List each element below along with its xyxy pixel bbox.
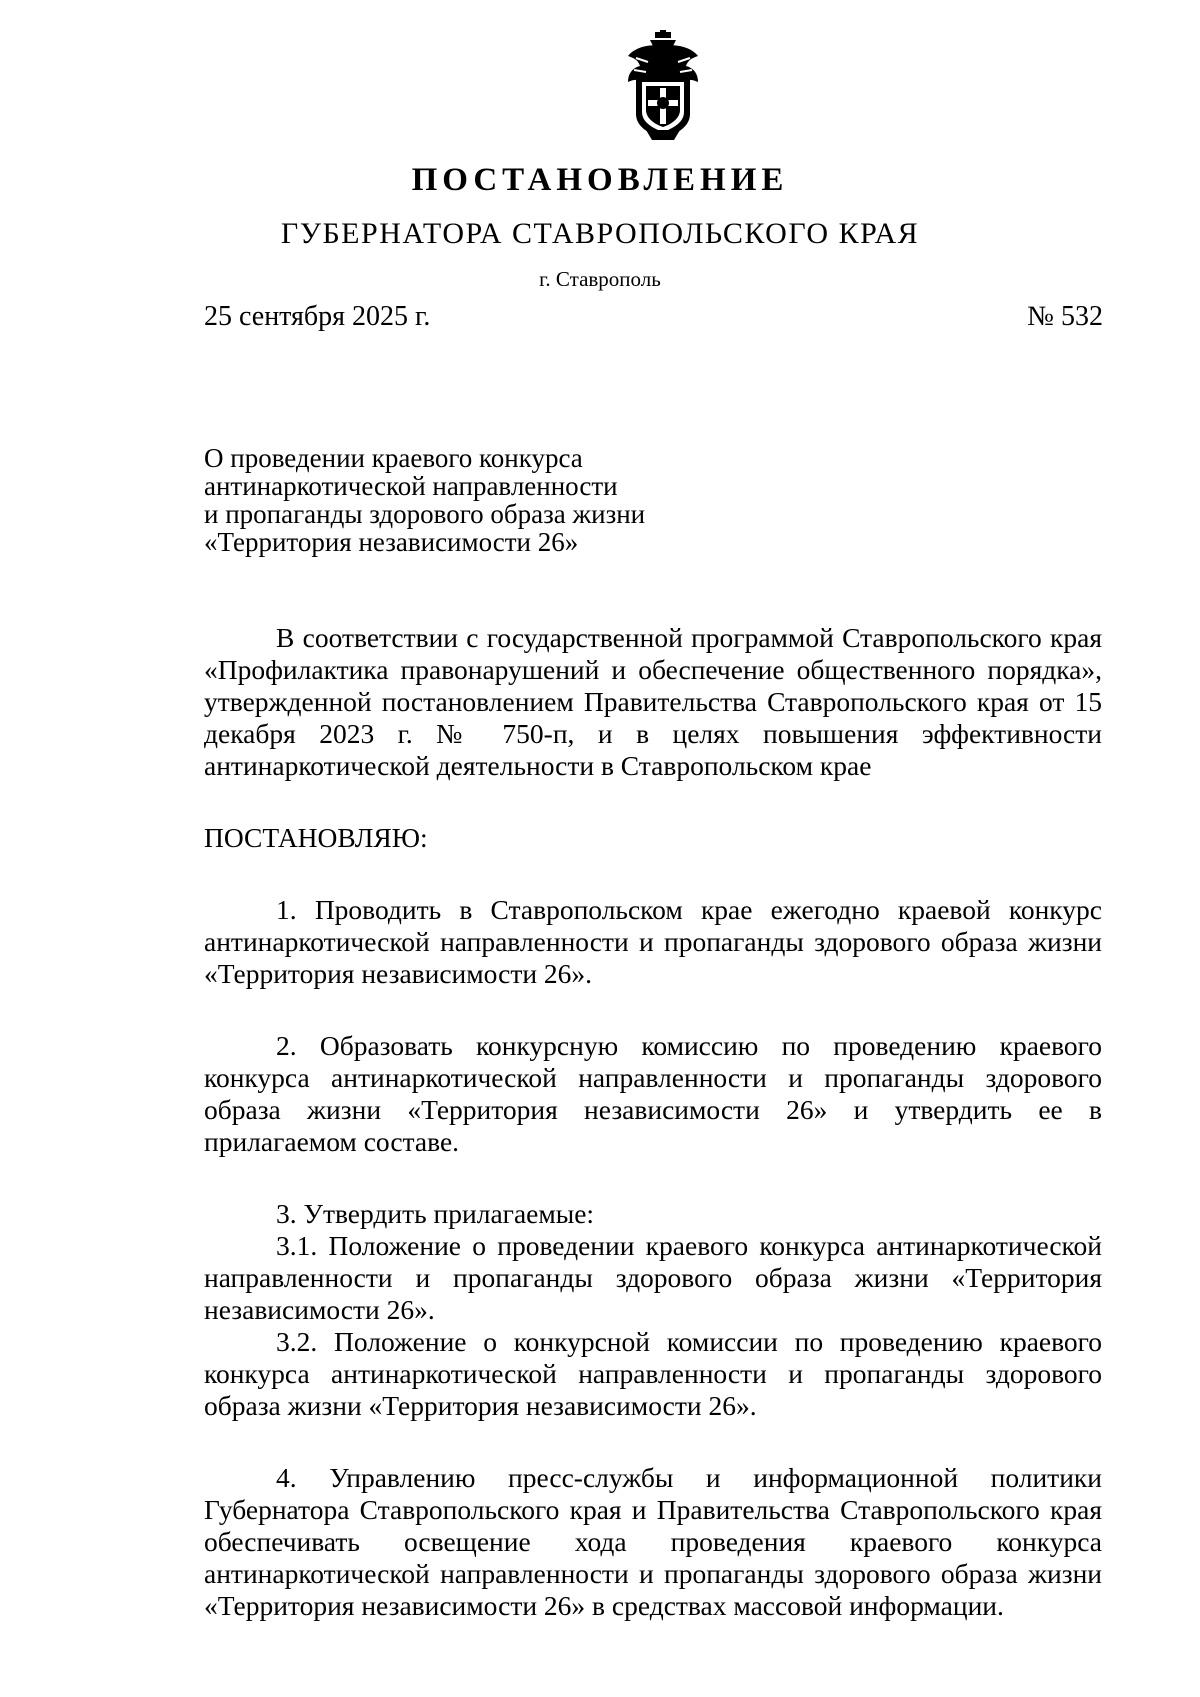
preamble-paragraph: В соответствии с государственной программой Ставропольского края «Профилактика правонарушений и обеспечение общественного порядка», утвержденной постановлением Правительства Ставропольского края от 15 декабря 2023 г. № 750-п, и в целях повышения эффективности антинаркотической деятельности в Ставропольском крае xyxy=(204,622,1102,781)
clause-4: 4. Управлению пресс-службы и информационной политики Губернатора Ставропольского края и Правительства Ставропольского края обеспечивать освещение хода проведения краевого конкурса антинаркотической направленности и пропаганды здорового образа жизни «Территория независимости 26» в средствах массовой информации. xyxy=(204,1462,1102,1621)
document-city: г. Ставрополь xyxy=(539,267,661,291)
clause-3-1: 3.1. Положение о проведении краевого конкурса антинаркотической направленности и пропаганды здорового образа жизни «Территория независимости 26». xyxy=(204,1230,1102,1325)
document-title: ПОСТАНОВЛЕНИЕ xyxy=(411,162,789,198)
subject-line: «Территория независимости 26» xyxy=(204,527,579,557)
resolve-heading: ПОСТАНОВЛЯЮ: xyxy=(204,822,428,853)
clause-3-2: 3.2. Положение о конкурсной комиссии по проведению краевого конкурса антинаркотической направленности и пропаганды здорового образа жизни «Территория независимости 26». xyxy=(204,1326,1102,1421)
subject-line: О проведении краевого конкурса xyxy=(204,443,583,473)
subject-line: и пропаганды здорового образа жизни xyxy=(204,499,646,529)
document-body xyxy=(204,622,1102,1622)
subject-line: антинаркотической направленности xyxy=(204,471,618,501)
document-subject xyxy=(204,444,764,556)
clause-2: 2. Образовать конкурсную комиссию по проведению краевого конкурса антинаркотической направленности и пропаганды здорового образа жизни «Территория независимости 26» и утвердить ее в прилагаемом составе. xyxy=(204,1030,1102,1157)
coat-of-arms-icon xyxy=(622,30,704,142)
clause-1: 1. Проводить в Ставропольском крае ежегодно краевой конкурс антинаркотической направленности и пропаганды здорового образа жизни «Территория независимости 26». xyxy=(204,894,1102,989)
document-number: № 532 xyxy=(1027,301,1103,332)
document-issuer: ГУБЕРНАТОРА СТАВРОПОЛЬСКОГО КРАЯ xyxy=(280,217,920,250)
document-date: 25 сентября 2025 г. xyxy=(204,301,431,332)
clause-3: 3. Утвердить прилагаемые: xyxy=(276,1198,595,1229)
